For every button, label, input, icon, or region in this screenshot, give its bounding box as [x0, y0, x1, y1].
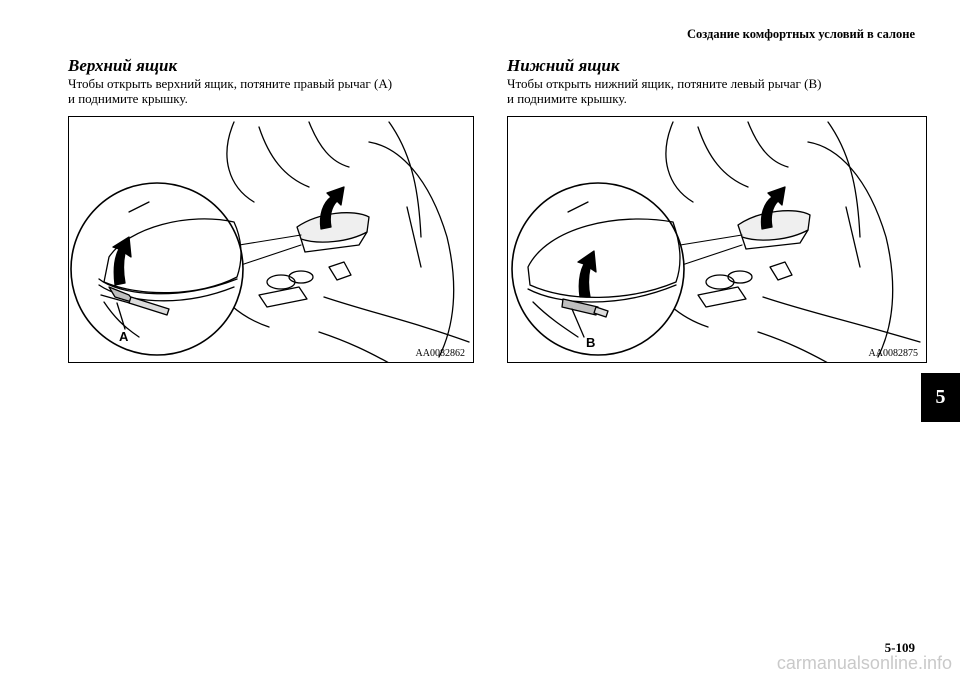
section-title: Верхний ящик	[68, 56, 178, 75]
figure-lower-box	[507, 116, 927, 363]
section-text: Чтобы открыть верхний ящик, потяните правый рычаг (A) и поднимите крышку.	[68, 76, 393, 106]
chapter-tab: 5	[921, 373, 960, 422]
watermark: carmanualsonline.info	[776, 653, 952, 673]
running-header: Создание комфортных условий в салоне	[686, 27, 915, 41]
console-illustration	[508, 117, 927, 363]
figure-upper-box	[68, 116, 474, 363]
lever-label: B	[586, 335, 596, 350]
figure-code: AA0082875	[868, 348, 918, 359]
figure-code: AA0082862	[415, 348, 465, 359]
console-illustration	[69, 117, 474, 363]
section-text: Чтобы открыть нижний ящик, потяните левый рычаг (B) и поднимите крышку.	[507, 76, 822, 106]
section-lower-box	[507, 56, 927, 106]
page-number: 5-109	[884, 640, 915, 655]
lever-label: A	[119, 329, 129, 344]
section-title: Нижний ящик	[507, 56, 620, 75]
section-upper-box	[68, 56, 478, 106]
